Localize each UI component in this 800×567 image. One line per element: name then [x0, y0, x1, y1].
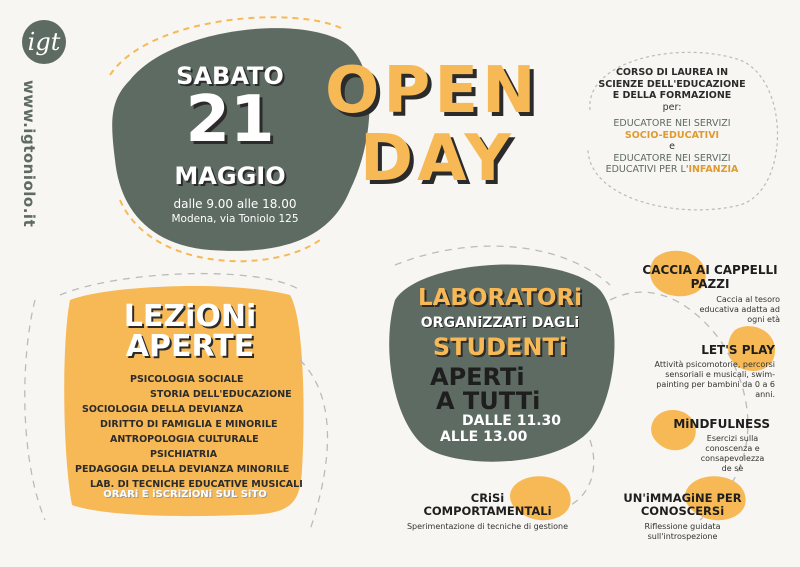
title-day: DAY: [360, 122, 515, 196]
lezione-item: STORIA DELL'EDUCAZIONE: [150, 389, 292, 400]
time-line-1: DALLE 11.30: [462, 413, 562, 429]
course-info: [592, 67, 752, 176]
course-and: e: [669, 141, 675, 152]
orari-link[interactable]: ORARi E iSCRiZiONi SUL SiTO: [103, 489, 267, 500]
lezione-item: PSICHIATRIA: [150, 449, 218, 460]
activity-title: MiNDFULNESS: [673, 417, 770, 431]
activity-desc: Attività psicomotorie, percorsi sensoriali e musicali, swim-painting per bambini da 0 a 6 anni.: [654, 360, 775, 399]
activity-title: LET'S PLAY: [701, 343, 775, 357]
aperti-line-2: A TUTTi: [436, 387, 541, 415]
course-option-2a: EDUCATORE NEI SERVIZI: [613, 152, 731, 164]
course-heading-2: SCIENZE DELL'EDUCAZIONE: [598, 78, 746, 90]
event-month: MAGGIO: [174, 162, 286, 190]
igt-logo[interactable]: [22, 20, 66, 64]
course-heading-1: CORSO DI LAUREA IN: [615, 67, 729, 78]
activity-desc: Esercizi sulla conoscenza e consapevolezza de sè: [700, 434, 765, 473]
course-option-1a: EDUCATORE NEI SERVIZI: [613, 118, 731, 129]
lezione-item: LAB. DI TECNICHE EDUCATIVE MUSICALI: [90, 479, 303, 490]
laboratori-title: LABORATORi: [417, 285, 583, 311]
course-option-1b: SOCIO-EDUCATIVI: [624, 129, 720, 141]
lezione-item: ANTROPOLOGIA CULTURALE: [110, 434, 259, 445]
activity-title: UN'iMMAGiNE PER CONOSCERSi: [623, 491, 742, 518]
event-day-number: 21: [185, 83, 275, 157]
activity-immagine: [605, 492, 760, 542]
logo-text: igt: [27, 28, 61, 56]
activity-lets-play: [640, 343, 775, 400]
lezione-item: PSICOLOGIA SOCIALE: [130, 374, 244, 385]
title-open: OPEN: [325, 54, 540, 128]
lezioni-title-1: LEZiONi: [123, 299, 257, 334]
lezione-item: PEDAGOGIA DELLA DEVIANZA MINORILE: [75, 464, 290, 475]
course-heading-3: E DELLA FORMAZIONE: [612, 90, 732, 101]
time-line-2: ALLE 13.00: [440, 429, 528, 445]
lezioni-list: [70, 372, 303, 492]
aperti-a-tutti: [430, 365, 540, 413]
website-text: www.igtoniolo.it: [20, 80, 38, 228]
activity-title: CACCIA AI CAPPELLI PAZZI: [642, 263, 778, 291]
laboratori-subtitle: ORGANiZZATi DAGLi: [420, 315, 580, 331]
event-hours: dalle 9.00 alle 18.00: [173, 197, 297, 211]
lezioni-title: [80, 299, 300, 364]
laboratori-time: [440, 413, 561, 445]
website-link[interactable]: [18, 80, 38, 230]
lezione-item: DIRITTO DI FAMIGLIA E MINORILE: [100, 419, 278, 430]
activity-crisi: [395, 492, 580, 532]
lezioni-title-2: APERTE: [125, 329, 255, 364]
course-per: per:: [662, 101, 682, 113]
activity-desc: Caccia al tesoro educativa adatta ad ogni età: [699, 295, 780, 324]
activity-caccia: [640, 263, 780, 325]
event-address: Modena, via Toniolo 125: [171, 213, 299, 225]
aperti-line-1: APERTi: [430, 363, 525, 391]
course-option-2b: EDUCATIVI PER L': [605, 164, 689, 175]
course-option-2c: INFANZIA: [688, 164, 739, 175]
activity-desc: Sperimentazione di tecniche di gestione: [406, 522, 569, 531]
activity-mindfulness: [640, 417, 770, 474]
activity-title: CRiSi COMPORTAMENTALi: [423, 491, 552, 518]
event-day-name: SABATO: [176, 62, 284, 90]
lezione-item: SOCIOLOGIA DELLA DEVIANZA: [82, 404, 244, 415]
activity-desc: Riflessione guidata sull'introspezione: [644, 522, 721, 541]
laboratori-studenti: STUDENTi: [432, 333, 568, 361]
